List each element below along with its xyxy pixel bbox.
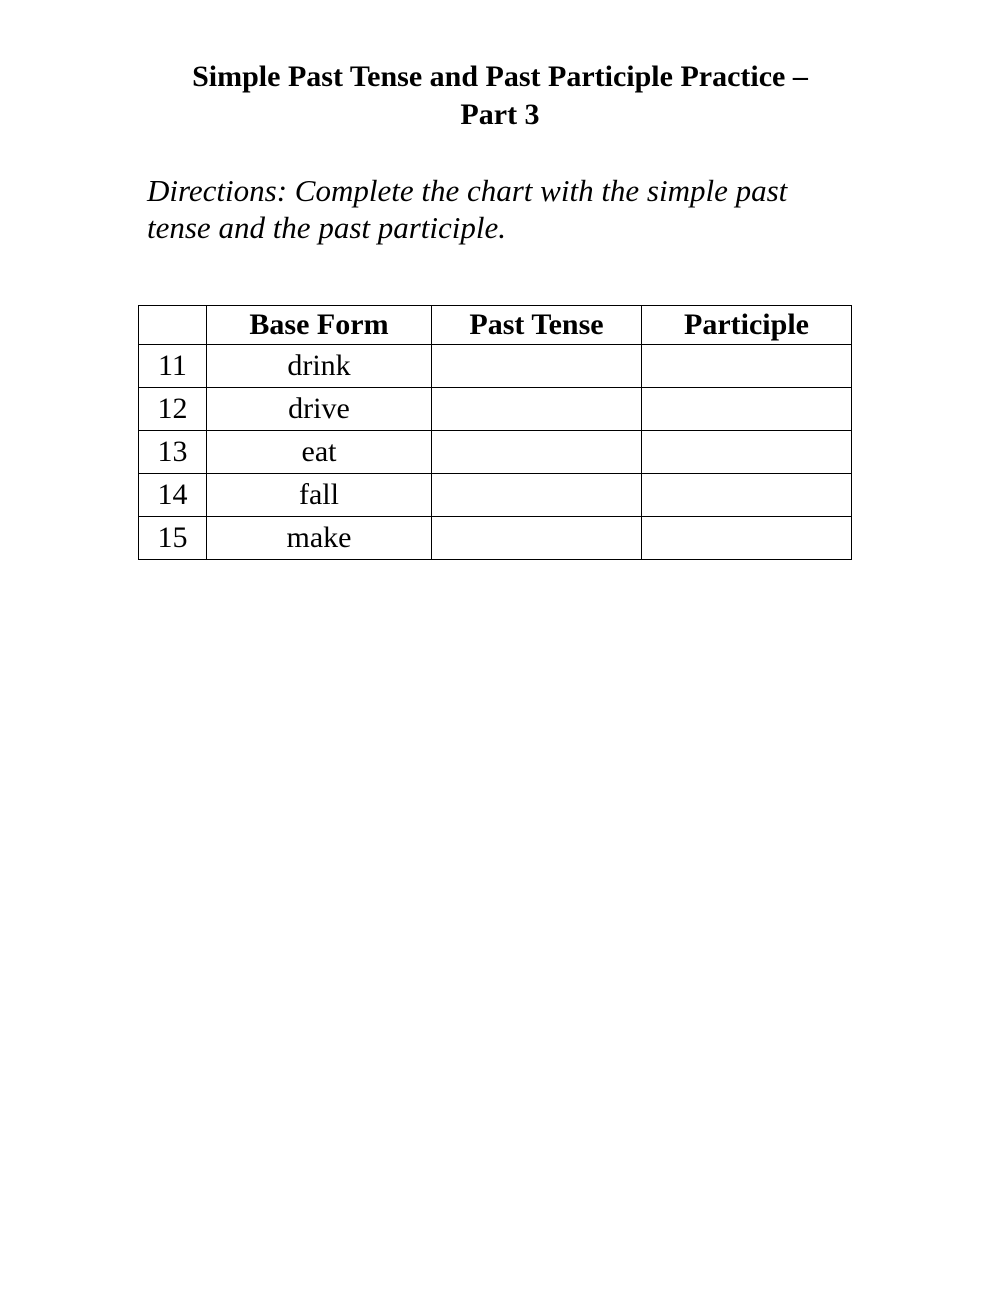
directions-text [147,172,867,246]
participle-answer-cell[interactable] [642,345,852,388]
base-form-cell: drive [207,388,432,431]
past-tense-answer-cell[interactable] [432,431,642,474]
title-line-2: Part 3 [460,98,540,131]
header-past-tense: Past Tense [432,306,642,345]
past-tense-answer-cell[interactable] [432,388,642,431]
header-base-form: Base Form [207,306,432,345]
table-row [139,431,852,474]
row-number: 12 [139,388,207,431]
base-form-cell: fall [207,474,432,517]
row-number: 14 [139,474,207,517]
row-number: 15 [139,517,207,560]
base-form-cell: drink [207,345,432,388]
table-row [139,388,852,431]
row-number: 13 [139,431,207,474]
page-title [150,58,850,134]
title-line-1: Simple Past Tense and Past Participle Practice – [192,60,808,93]
past-tense-answer-cell[interactable] [432,345,642,388]
past-tense-answer-cell[interactable] [432,517,642,560]
participle-answer-cell[interactable] [642,517,852,560]
past-tense-answer-cell[interactable] [432,474,642,517]
directions-line-2: tense and the past participle. [147,210,507,245]
participle-answer-cell[interactable] [642,431,852,474]
row-number: 11 [139,345,207,388]
table-row [139,345,852,388]
base-form-cell: eat [207,431,432,474]
base-form-cell: make [207,517,432,560]
participle-answer-cell[interactable] [642,388,852,431]
table-row [139,474,852,517]
participle-answer-cell[interactable] [642,474,852,517]
chart-header-row [139,306,852,345]
header-number [139,306,207,345]
directions-line-1: Directions: Complete the chart with the simple past [147,173,788,208]
header-participle: Participle [642,306,852,345]
table-row [139,517,852,560]
verb-chart [138,305,852,560]
